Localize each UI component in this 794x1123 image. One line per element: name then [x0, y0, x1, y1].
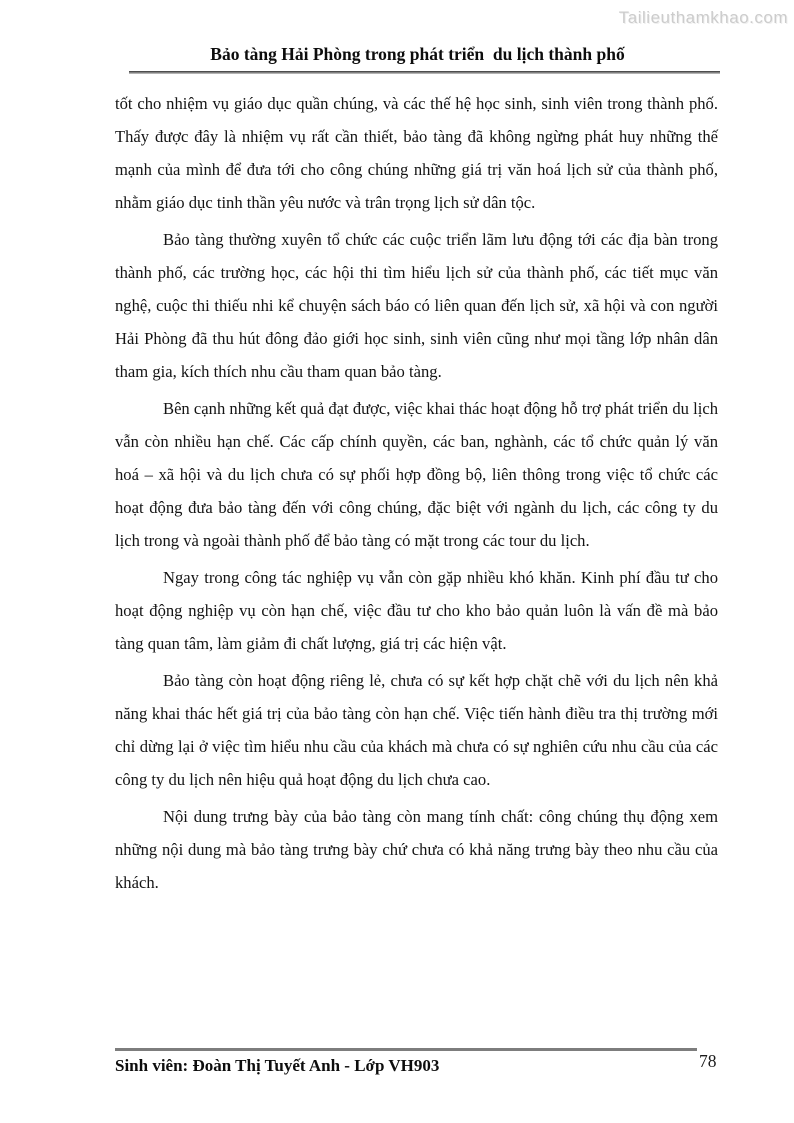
paragraph-1: tốt cho nhiệm vụ giáo dục quần chúng, và các thế hệ học sinh, sinh viên trong thành phố. Thấy được đây là nhiệm vụ rất cần thiết, bảo tàng đã không ngừng phát huy những thế mạnh của mình để đưa tới cho công chúng những giá trị văn hoá lịch sử của thành phố, nhằm giáo dục tinh thần yêu nước và trân trọng lịch sử dân tộc.	[115, 94, 718, 212]
paragraph-2: Bảo tàng thường xuyên tổ chức các cuộc triển lãm lưu động tới các địa bàn trong thành phố, các trường học, các hội thi tìm hiểu lịch sử của thành phố, các tiết mục văn nghệ, cuộc thi thiếu nhi kể chuyện sách báo có liên quan đến lịch sử, xã hội và con người Hải Phòng đã thu hút đông đảo giới học sinh, sinh viên cũng như mọi tầng lớp nhân dân tham gia, kích thích nhu cầu tham quan bảo tàng.	[115, 230, 718, 381]
page-number: 78	[699, 1051, 717, 1071]
watermark: Tailieuthamkhao.com	[618, 8, 788, 27]
paragraph-5: Bảo tàng còn hoạt động riêng lẻ, chưa có sự kết hợp chặt chẽ với du lịch nên khả năng khai thác hết giá trị của bảo tàng còn hạn chế. Việc tiến hành điều tra thị trường mới chỉ dừng lại ở việc tìm hiểu nhu cầu của khách mà chưa có sự nghiên cứu nhu cầu của các công ty du lịch nên hiệu quả hoạt động du lịch chưa cao.	[115, 671, 718, 789]
header-rule	[129, 71, 720, 74]
footer-student-info: Sinh viên: Đoàn Thị Tuyết Anh - Lớp VH903	[115, 1056, 440, 1075]
page-title: Bảo tàng Hải Phòng trong phát triển du lịch thành phố	[210, 44, 625, 64]
paragraph-6: Nội dung trưng bày của bảo tàng còn mang tính chất: công chúng thụ động xem những nội dung mà bảo tàng trưng bày chứ chưa có khả năng trưng bày theo nhu cầu của khách.	[115, 807, 718, 892]
document-body	[115, 87, 718, 903]
paragraph-3: Bên cạnh những kết quả đạt được, việc khai thác hoạt động hỗ trợ phát triển du lịch vẫn còn nhiều hạn chế. Các cấp chính quyền, các ban, nghành, các tổ chức quản lý văn hoá – xã hội và du lịch chưa có sự phối hợp đồng bộ, liên thông trong việc tổ chức các hoạt động đưa bảo tàng đến với công chúng, đặc biệt với ngành du lịch, các công ty du lịch trong và ngoài thành phố để bảo tàng có mặt trong các tour du lịch.	[115, 399, 718, 550]
paragraph-4: Ngay trong công tác nghiệp vụ vẫn còn gặp nhiều khó khăn. Kinh phí đầu tư cho hoạt động nghiệp vụ còn hạn chế, việc đầu tư cho kho bảo quản luôn là vấn đề mà bảo tàng quan tâm, làm giảm đi chất lượng, giá trị các hiện vật.	[115, 568, 718, 653]
footer-rule	[115, 1048, 697, 1051]
